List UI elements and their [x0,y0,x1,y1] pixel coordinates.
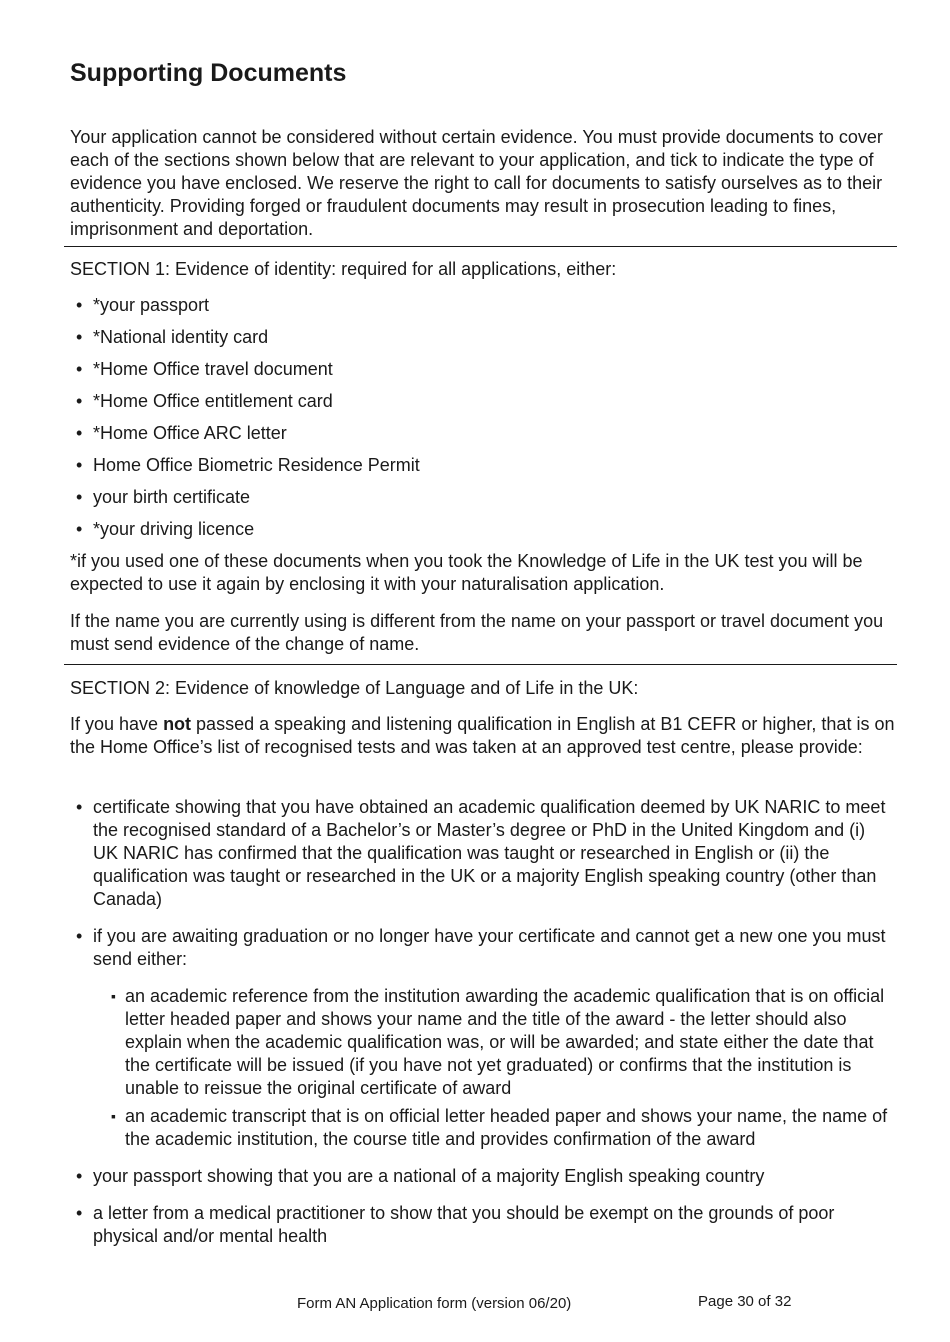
list-item-text: your passport showing that you are a national of a majority English speaking country [93,1166,765,1186]
list-item-text: *National identity card [93,327,269,347]
sub-list-item [111,1105,891,1151]
bullet-icon: • [76,327,83,347]
list-item [76,454,420,486]
bullet-icon: • [76,797,83,817]
list-item [76,422,420,454]
list-item [76,518,420,550]
section-divider [64,246,897,247]
section1-list [76,294,420,550]
bullet-icon: • [76,423,83,443]
bullet-icon: • [76,455,83,475]
list-item-text: certificate showing that you have obtained an academic qualification deemed by UK NARIC to meet the recognised standard of a Bachelor’s or Master’s degree or PhD in the United Kingdom and (i) UK NARIC has confirmed that the qualification was taught or researched in English or (ii) the qualification was taught or researched in the UK or a majority English speaking country (other than Canada) [93,797,886,909]
footer-page-number: Page 30 of 32 [698,1293,792,1310]
footer-form-version: Form AN Application form (version 06/20) [297,1295,572,1312]
list-item [76,390,420,422]
section1-heading: SECTION 1: Evidence of identity: required for all applications, either: [70,259,617,279]
bullet-icon: • [76,391,83,411]
bullet-icon: • [76,519,83,539]
section-divider [64,664,897,665]
bullet-icon: • [76,359,83,379]
list-item [76,925,891,1151]
list-item [76,294,420,326]
section2-intro [70,713,895,759]
bullet-icon: • [76,926,83,946]
list-item [76,486,420,518]
list-item-text: Home Office Biometric Residence Permit [93,455,420,475]
list-item [76,358,420,390]
sub-list-item-text: an academic reference from the institution awarding the academic qualification that is on official letter headed paper and shows your name and the title of the award - the letter should also explain when the academic qualification was, or will be awarded; and state either the date that the certificate will be issued (if you have not yet graduated) or confirms that the institution is unable to reissue the original certificate of award [125,986,885,1098]
list-item [76,1202,891,1248]
list-item-text: your birth certificate [93,487,251,507]
sub-list-item-text: an academic transcript that is on official letter headed paper and shows your name, the name of the academic institution, the course title and provides confirmation of the award [125,1106,888,1149]
list-item [76,796,891,911]
page-title: Supporting Documents [70,59,347,87]
bullet-icon: • [76,1203,83,1223]
section2-intro-end: passed a speaking and listening qualification in English at B1 CEFR or higher, that is on the Home Office’s list of recognised tests and was taken at an approved test centre, please provide: [70,714,895,757]
list-item [76,326,420,358]
bullet-icon: • [76,487,83,507]
list-item-text: *Home Office entitlement card [93,391,333,411]
list-item-text: *Home Office ARC letter [93,423,287,443]
section2-intro-start: If you have [70,714,164,734]
list-item [76,1165,891,1188]
list-item-text: a letter from a medical practitioner to show that you should be exempt on the grounds of poor physical and/or mental health [93,1203,835,1246]
sub-list-item [111,985,891,1100]
bullet-icon: • [76,295,83,315]
section2-heading: SECTION 2: Evidence of knowledge of Language and of Life in the UK: [70,678,639,698]
section2-sub-list [93,985,891,1151]
section2-list [76,796,891,1262]
section1-note: *if you used one of these documents when you took the Knowledge of Life in the UK test you will be expected to use it again by enclosing it with your naturalisation application. [70,551,863,594]
list-item-text: *your driving licence [93,519,255,539]
intro-paragraph: Your application cannot be considered without certain evidence. You must provide documents to cover each of the sections shown below that are relevant to your application, and tick to indicate the type of evidence you have enclosed. We reserve the right to call for documents to satisfy ourselves as to their authenticity. Providing forged or fraudulent documents may result in prosecution leading to fines, imprisonment and deportation. [70,127,883,239]
list-item-text: *Home Office travel document [93,359,333,379]
list-item-text: if you are awaiting graduation or no longer have your certificate and cannot get a new one you must send either: [93,926,886,969]
section1-name-change: If the name you are currently using is different from the name on your passport or travel document you must send evidence of the change of name. [70,611,884,654]
square-bullet-icon: ▪ [111,1108,116,1124]
list-item-text: *your passport [93,295,210,315]
bullet-icon: • [76,1166,83,1186]
square-bullet-icon: ▪ [111,988,116,1004]
section2-intro-emphasis: not [163,714,192,734]
